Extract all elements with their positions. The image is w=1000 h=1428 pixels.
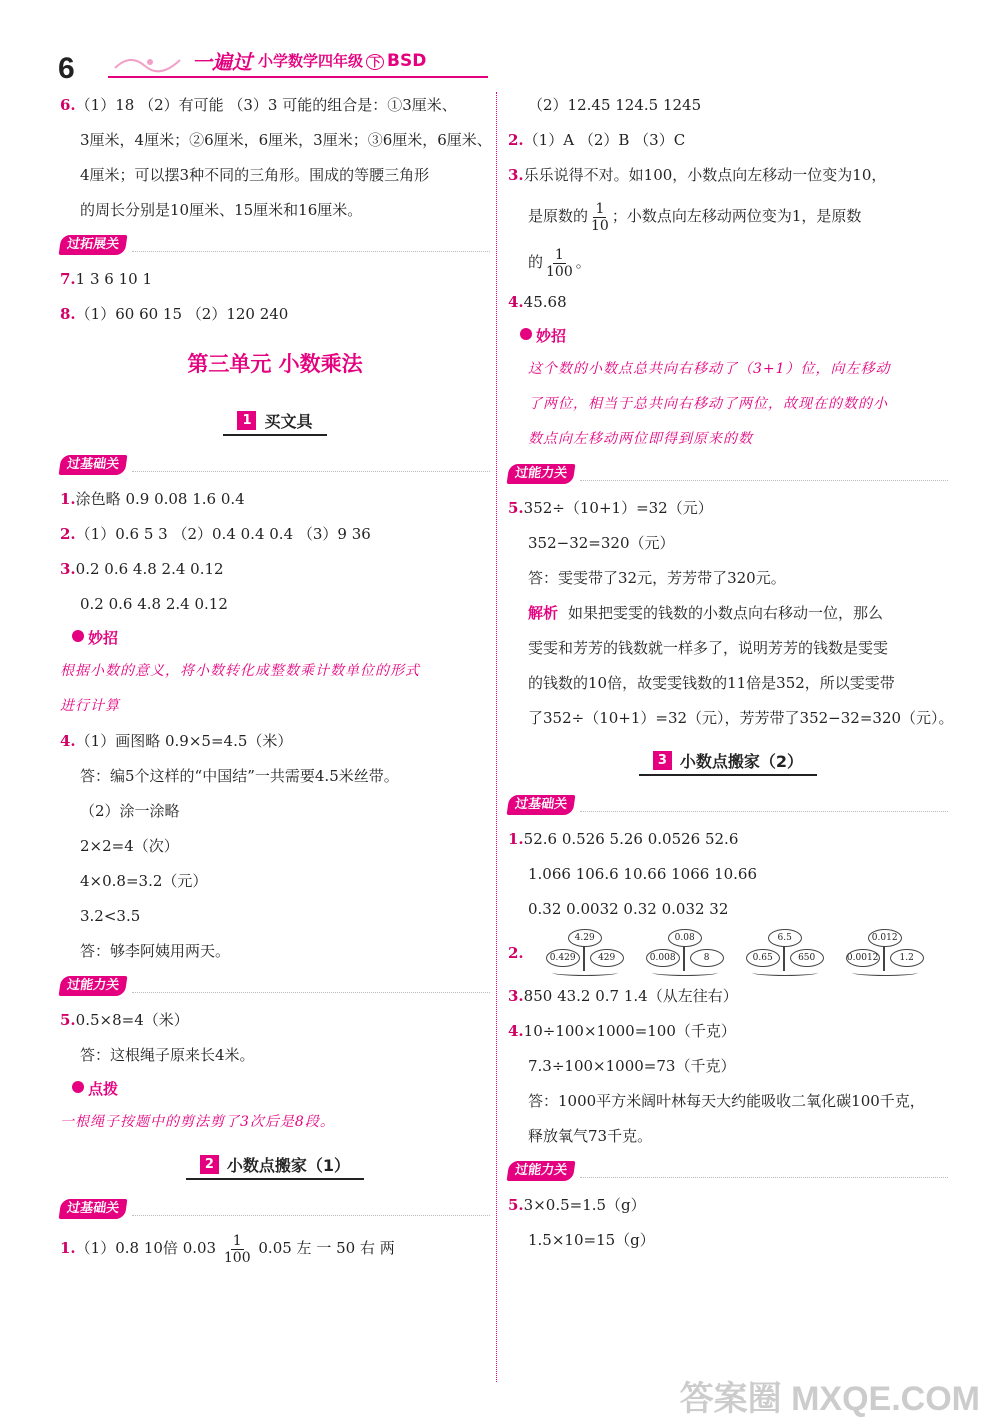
- l3-q1: 1.52.6 0.526 5.26 0.0526 52.6 1.066 106.6 10.66 1066 10.66 0.32 0.0032 0.32 0.032 32: [508, 830, 758, 918]
- l3-q5: 5.3×0.5=1.5（g） 1.5×10=15（g）: [508, 1196, 655, 1249]
- analysis: 解析 如果把雯雯的钱数的小数点向右移动一位，那么 雯雯和芳芳的钱数就一样多了，说明芳芳的钱数是雯雯 的钱数的10倍，故雯雯钱数的11倍是352，所以雯雯带 了352÷（10+1）=32（元），芳芳带了352−32=320（元）。: [528, 604, 954, 727]
- left-column: [60, 88, 490, 1270]
- l1-q4: 4.（1）画图略 0.9×5=4.5（米） 答：编5个这样的“中国结”一共需要4.5米丝带。 （2）涂一涂略 2×2=4（次） 4×0.8=3.2（元） 3.2<3.5 答：够李阿姨用两天。: [60, 732, 399, 960]
- l1-q3-line2: 0.2 0.6 4.8 2.4 0.12: [80, 595, 228, 613]
- lesson-1-heading: 1 买文具: [60, 396, 490, 448]
- l1-q5: 5.0.5×8=4（米） 答：这根绳子原来长4米。: [60, 1011, 255, 1064]
- tag-basic-3: 过基础关: [508, 788, 948, 822]
- tag-extend: 过拓展关: [60, 228, 490, 262]
- r-q3: 3.乐乐说得不对。如100，小数点向左移动一位变为10， 是原数的 $\frac{1}{10}$ ；小数点向左移动两位变为1，是原数 的 $\frac{1}{100}$ 。: [508, 166, 887, 280]
- tree-diagram: 6.5 0.65 650: [746, 929, 824, 977]
- brand-title: 一遍过: [192, 50, 252, 74]
- l1-q2: 2.（1）0.6 5 3 （2）0.4 0.4 0.4 （3）9 36: [60, 525, 371, 543]
- right-column: [508, 88, 954, 1258]
- l3-q4: 4.10÷100×1000=100（千克） 7.3÷100×1000=73（千克） 答：1000平方米阔叶林每天大约能吸收二氧化碳100千克， 释放氧气73千克。: [508, 1022, 925, 1145]
- trick-text-2: 进行计算: [60, 698, 120, 714]
- q6: 6.（1）18 （2）有可能 （3）3 可能的组合是：①3厘米、 3厘米，4厘米；②6厘米，6厘米，3厘米；③6厘米，6厘米、 4厘米；可以摆3种不同的三角形。围成的等腰三角形 的周长分别是10厘米、15厘米和16厘米。: [60, 96, 492, 219]
- trick-icon: [72, 630, 84, 642]
- tag-basic-2: 过基础关: [60, 1192, 490, 1226]
- q8: 8.（1）60 60 15 （2）120 240: [60, 305, 289, 323]
- tag-ability-3: 过能力关: [508, 1154, 948, 1188]
- l1-q1: 1.涂色略 0.9 0.08 1.6 0.4: [60, 490, 245, 508]
- l3-q3: 3.850 43.2 0.7 1.4（从左往右）: [508, 987, 738, 1005]
- tag-ability: 过能力关: [60, 969, 490, 1003]
- l2-q1: 1.（1）0.8 10倍 0.03 $\frac{1}{100}$ 0.05 左 一 50 右 两: [60, 1232, 395, 1266]
- l3-q2: 2. 4.29 0.429 429 0.08 0.008 8 6.5 0.65 650 0.012 0.0012 1.2: [508, 927, 948, 979]
- l1-q3: 3.0.2 0.6 4.8 2.4 0.12: [60, 560, 224, 578]
- trick-heading-2: 妙招: [508, 320, 948, 352]
- watermark: 答案圈 MXQE.COM: [679, 1380, 980, 1418]
- pencil-icon: [72, 1081, 84, 1093]
- point-heading: 点拨: [60, 1073, 490, 1105]
- tag-basic: 过基础关: [60, 448, 490, 482]
- lesson-2-heading: 2 小数点搬家（1）: [60, 1140, 490, 1192]
- tree-diagram: 4.29 0.429 429: [546, 929, 624, 977]
- book-subtitle: 小学数学四年级 下 BSD: [258, 51, 427, 71]
- trick2-text-3: 数点向左移动两位即得到原来的数: [528, 431, 753, 447]
- tag-ability-2: 过能力关: [508, 457, 948, 491]
- lesson-3-heading: 3 小数点搬家（2）: [508, 736, 948, 788]
- q7: 7.1 3 6 10 1: [60, 270, 153, 288]
- trick-heading: 妙招: [60, 622, 490, 654]
- header-line: [108, 76, 488, 78]
- grade-mark: 下: [366, 54, 384, 70]
- tree-diagram: 0.012 0.0012 1.2: [846, 929, 924, 977]
- trick2-text-1: 这个数的小数点总共向右移动了（3+1）位，向左移动: [528, 361, 891, 377]
- r-q2: 2.（1）A （2）B （3）C: [508, 131, 686, 149]
- header-decoration-icon: [110, 48, 190, 78]
- point-text: 一根绳子按题中的剪法剪了3次后是8段。: [60, 1114, 335, 1130]
- r-q5: 5.352÷（10+1）=32（元） 352−32=320（元） 答：雯雯带了32元，芳芳带了320元。: [508, 499, 786, 587]
- unit-title: 第三单元 小数乘法: [187, 352, 363, 376]
- trick2-text-2: 了两位，相当于总共向右移动了两位，故现在的数的小: [528, 396, 888, 412]
- trick-icon-2: [520, 328, 532, 340]
- trick-text-1: 根据小数的意义，将小数转化成整数乘计数单位的形式: [60, 663, 420, 679]
- column-divider: [496, 92, 497, 1382]
- r-q1-part2: （2）12.45 124.5 1245: [528, 96, 702, 114]
- tree-diagram: 0.08 0.008 8: [646, 929, 724, 977]
- page-number: 6: [58, 52, 75, 85]
- r-q4: 4.45.68: [508, 293, 567, 311]
